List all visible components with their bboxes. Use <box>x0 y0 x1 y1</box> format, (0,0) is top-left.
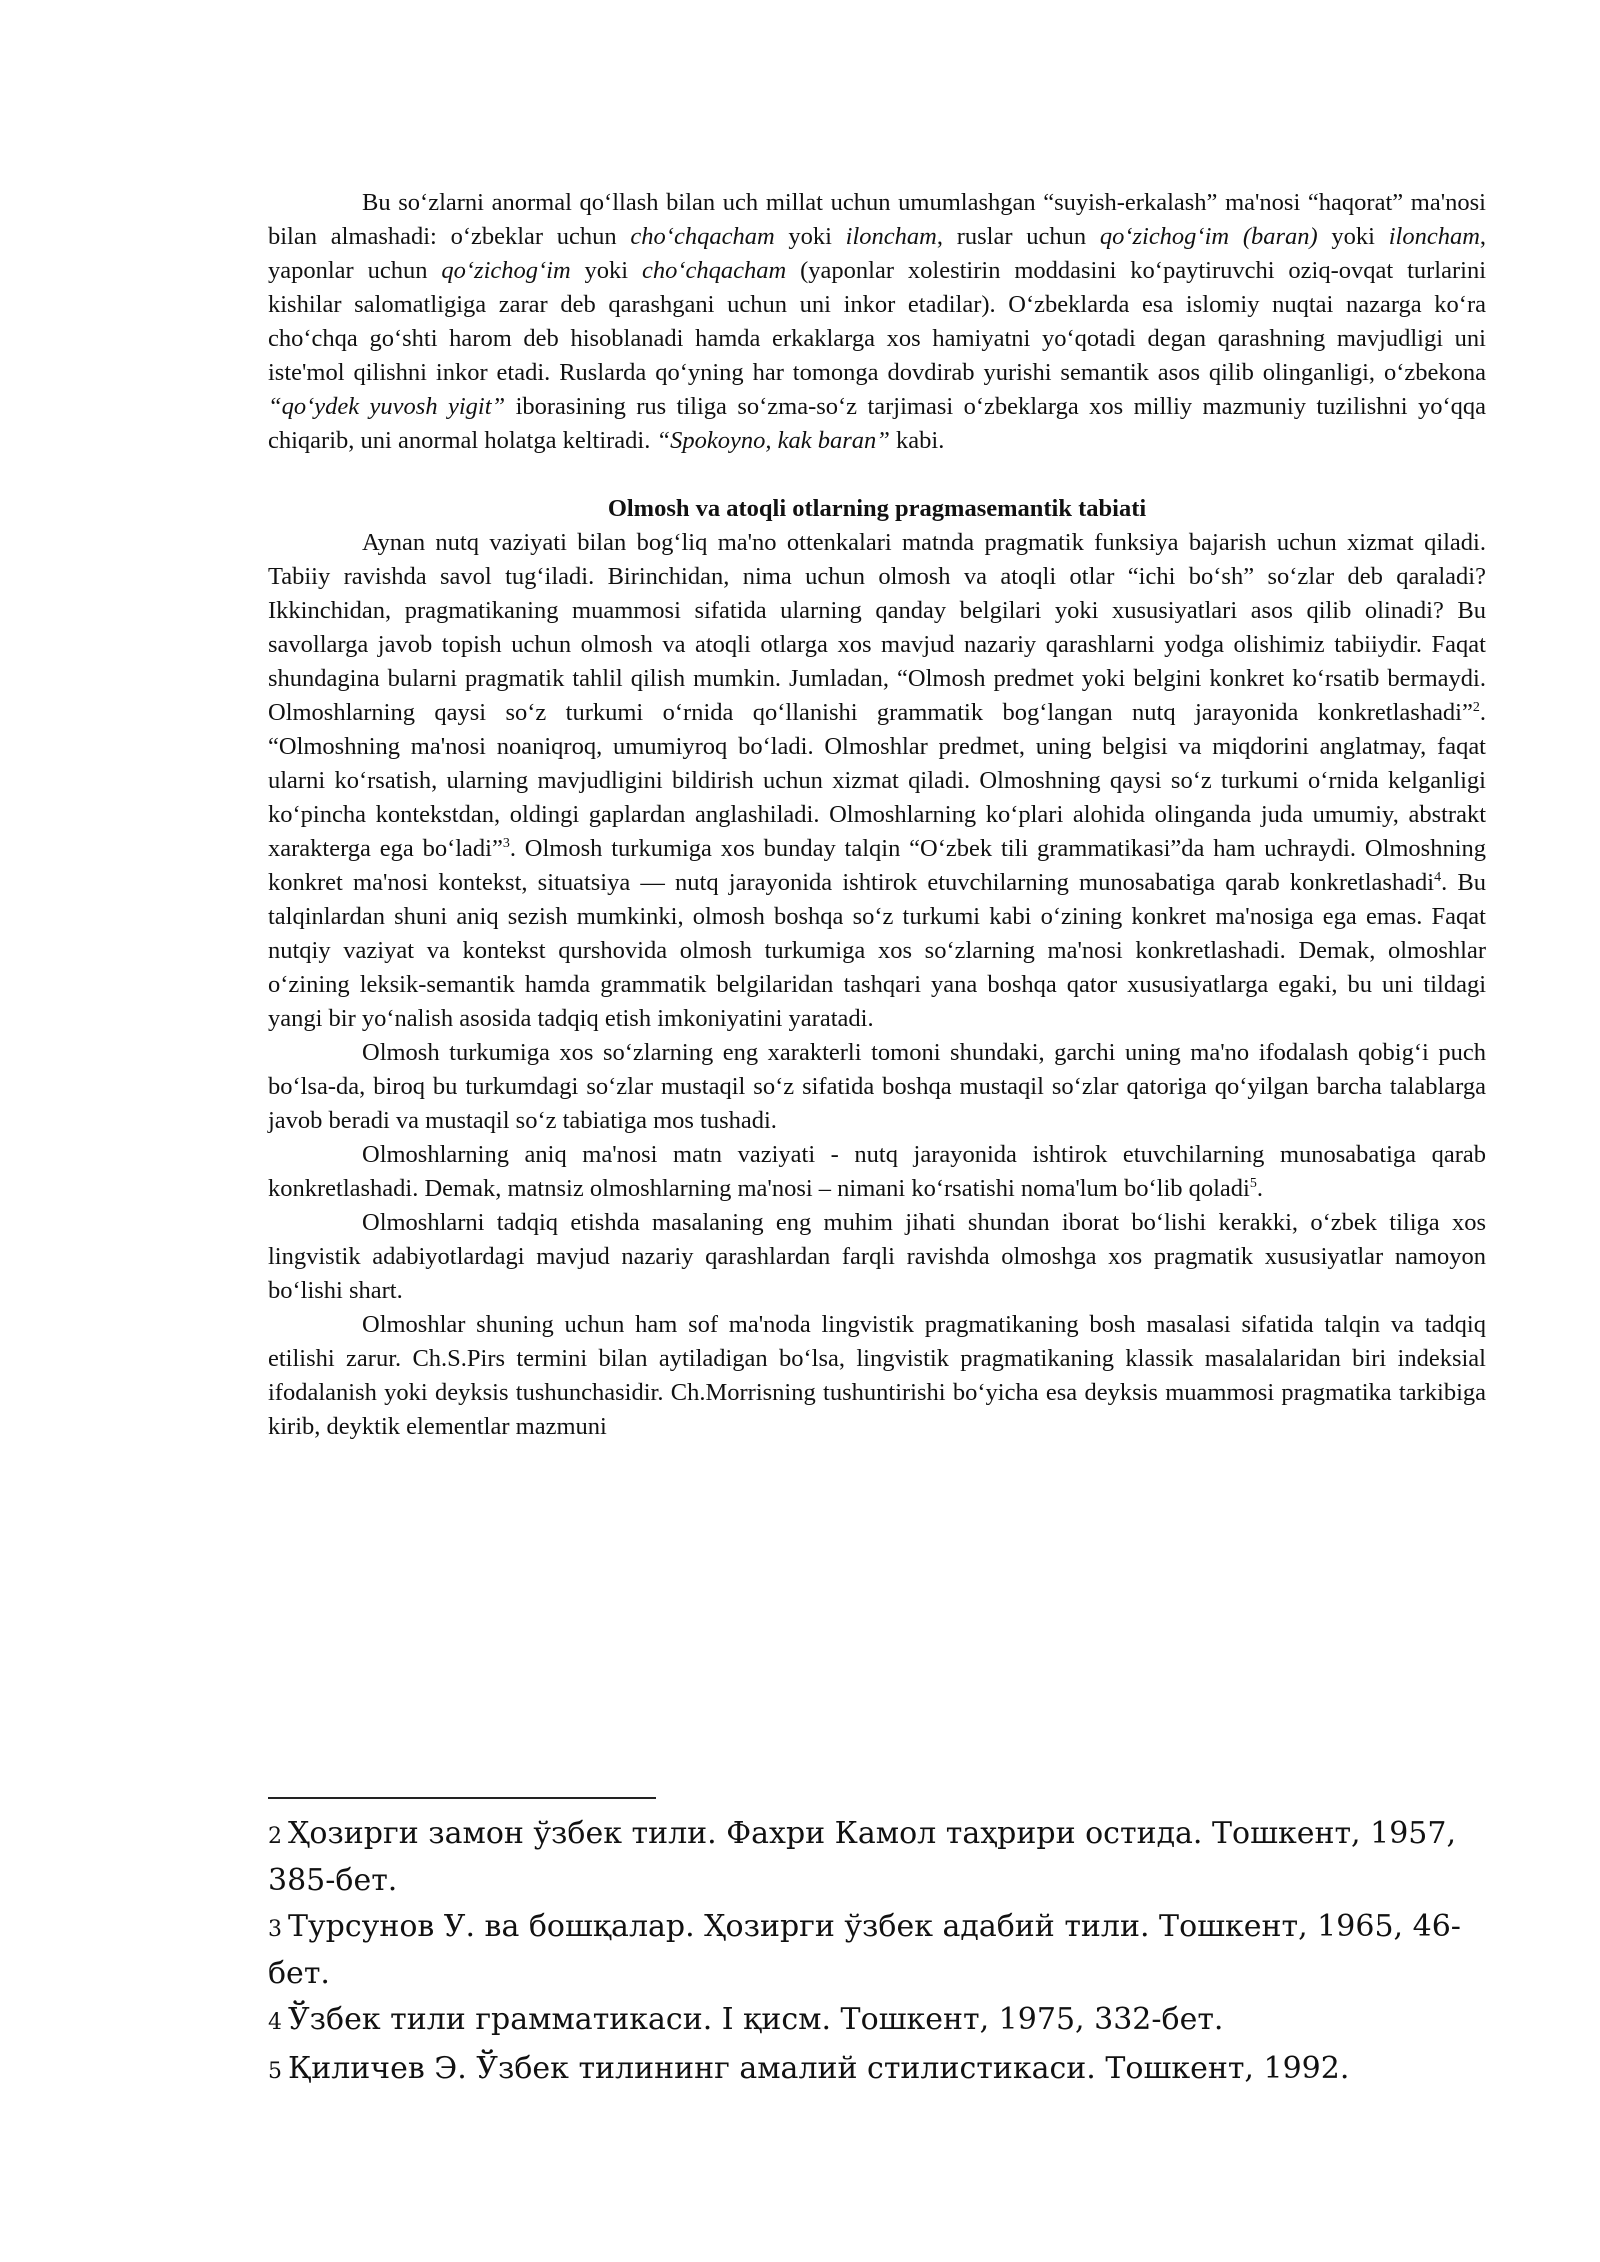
paragraph-2 <box>268 526 1486 1036</box>
italic-term: qo‘zichog‘im (baran) <box>1099 223 1318 250</box>
footnote-number: 5 <box>268 2059 282 2084</box>
footnote-3 <box>268 1905 1488 1996</box>
footnote-text: Ҳозирги замон ўзбек тили. Фахри Камол таҳрири остида. Тошкент, 1957, 385-бет. <box>268 1816 1457 1898</box>
footnote-5 <box>268 2047 1488 2094</box>
paragraph-3: Olmosh turkumiga xos so‘zlarning eng xarakterli tomoni shundaki, garchi uning ma'no ifodalash qobig‘i puch bo‘lsa-da, biroq bu turkumdagi so‘zlar mustaqil so‘z sifatida boshqa mustaqil so‘zlar qatoriga qo‘yilgan barcha talablarga javob beradi va mustaqil so‘z tabiatiga mos tushadi. <box>268 1039 1486 1134</box>
italic-term: cho‘chqacham <box>642 257 787 284</box>
footnote-4 <box>268 1998 1488 2045</box>
text-run: Olmoshlarning aniq ma'nosi matn vaziyati - nutq jarayonida ishtirok etuvchilarning munosabatiga qarab konkretlashadi. Demak, matnsiz olmoshlarning ma'nosi – nimani ko‘rsatishi noma'lum bo‘lib qoladi <box>268 1141 1486 1202</box>
section-heading: Olmosh va atoqli otlarning pragmasemantik tabiati <box>607 495 1147 522</box>
text-run: Bu so‘zlarni anormal qo‘llash bilan uch millat uchun umumlashgan “suyish-erkalash” ma'nosi “haqorat” ma'nosi bilan almashadi: o‘zbeklar uchun <box>268 189 1486 250</box>
footnote-ref: 3 <box>502 836 510 851</box>
text-run: kabi. <box>889 427 945 454</box>
footnote-ref: 5 <box>1249 1176 1257 1191</box>
footnotes <box>268 1812 1488 2096</box>
footnote-separator <box>268 1797 656 1799</box>
italic-term: cho‘chqacham <box>630 223 775 250</box>
text-run: (yaponlar xolestirin moddasini ko‘paytiruvchi oziq-ovqat turlarini kishilar salomatligiga zarar deb qarashgani uchun uni inkor etadilar). O‘zbeklarda esa islomiy nuqtai nazarga ko‘ra cho‘chqa go‘shti harom deb hisoblanadi hamda erkaklarga xos hamiyatni yo‘qotadi degan qarashning mavjudligi uni iste'mol qilishni inkor etadi. Ruslarda qo‘yning har tomonga dovdirab yurishi semantik asos qilib olinganligi, o‘zbekona <box>268 257 1486 386</box>
footnote-text: Турсунов У. ва бошқалар. Ҳозирги ўзбек адабий тили. Тошкент, 1965, 46-бет. <box>268 1909 1461 1991</box>
italic-term: “qo‘ydek yuvosh yigit” <box>268 393 506 420</box>
footnote-number: 2 <box>268 1824 282 1849</box>
text-run: yoki <box>570 257 643 284</box>
main-text <box>268 186 1486 1444</box>
footnote-ref: 2 <box>1472 700 1480 715</box>
italic-term: “Spokoyno, kak baran” <box>656 427 890 454</box>
italic-term: qo‘zichog‘im <box>441 257 571 284</box>
footnote-text: Қиличев Э. Ўзбек тилининг амалий стилистикаси. Тошкент, 1992. <box>288 2051 1350 2086</box>
text-run: . Olmosh turkumiga xos bunday talqin “O‘zbek tili grammatikasi”da ham uchraydi. Olmoshning konkret ma'nosi kontekst, situatsiya — nutq jarayonida ishtirok etuvchilarning munosabatiga qarab konkretlashadi <box>268 835 1487 896</box>
text-run: . Bu talqinlardan shuni aniq sezish mumkinki, olmosh boshqa so‘z turkumi kabi o‘zining konkret ma'nosiga ega emas. Faqat nutqiy vaziyat va kontekst qurshovida olmosh turkumiga xos so‘zlarning ma'nosi konkretlashadi. Demak, olmoshlar o‘zining leksik-semantik hamda grammatik belgilaridan tashqari yana boshqa qator xususiyatlarga egaki, bu uni tildagi yangi bir yo‘nalish asosida tadqiq etish imkoniyatini yaratadi. <box>268 869 1487 1032</box>
text-run: yoki <box>774 223 846 250</box>
footnote-2 <box>268 1812 1488 1903</box>
footnote-number: 4 <box>268 2010 282 2035</box>
footnote-ref: 4 <box>1434 870 1442 885</box>
text-run: Aynan nutq vaziyati bilan bog‘liq ma'no ottenkalari matnda pragmatik funksiya bajarish uchun xizmat qiladi. Tabiiy ravishda savol tug‘iladi. Birinchidan, nima uchun olmosh va atoqli otlar “ichi bo‘sh” so‘zlar deb qaraladi? Ikkinchidan, pragmatikaning muammosi sifatida ularning qanday belgilari yoki xususiyatlari asos qilib olinadi? Bu savollarga javob topish uchun olmosh va atoqli otlarga xos mavjud nazariy qarashlarni yodga olishimiz tabiiydir. Faqat shundagina bularni pragmatik tahlil qilish mumkin. Jumladan, “Olmosh predmet yoki belgini konkret ko‘rsatib bermaydi. Olmoshlarning qaysi so‘z turkumi o‘rnida qo‘llanishi grammatik bog‘langan nutq jarayonida konkretlashadi” <box>268 529 1486 726</box>
text-run: . <box>1256 1175 1263 1202</box>
italic-term: iloncham <box>845 223 937 250</box>
italic-term: iloncham <box>1388 223 1480 250</box>
text-run: iborasining rus tiliga so‘zma-so‘z tarjimasi o‘zbeklarga xos milliy mazmuniy tuzilishni yo‘qqa chiqarib, uni anormal holatga keltiradi. <box>268 393 1486 454</box>
footnote-text: Ўзбек тили грамматикаси. I қисм. Тошкент, 1975, 332-бет. <box>288 2002 1224 2037</box>
text-run: yoki <box>1317 223 1389 250</box>
paragraph-6: Olmoshlar shuning uchun ham sof ma'noda lingvistik pragmatikaning bosh masalasi sifatida talqin va tadqiq etilishi zarur. Ch.S.Pirs termini bilan aytiladigan bo‘lsa, lingvistik pragmatikaning klassik masalalaridan biri indeksial ifodalanish yoki deyksis tushunchasidir. Ch.Morrisning tushuntirishi bo‘yicha esa deyksis muammosi pragmatika tarkibiga kirib, deyktik elementlar mazmuni <box>268 1311 1486 1440</box>
paragraph-5: Olmoshlarni tadqiq etishda masalaning eng muhim jihati shundan iborat bo‘lishi kerakki, o‘zbek tiliga xos lingvistik adabiyotlardagi mavjud nazariy qarashlardan farqli ravishda olmoshga xos pragmatik xususiyatlar namoyon bo‘lishi shart. <box>268 1209 1486 1304</box>
text-run: . “Olmoshning ma'nosi noaniqroq, umumiyroq bo‘ladi. Olmoshlar predmet, uning belgisi va miqdorini anglatmay, faqat ularni ko‘rsatish, ularning mavjudligini bildirish uchun xizmat qiladi. Olmoshning qaysi so‘z turkumi o‘rnida kelganligi ko‘pincha kontekstdan, oldingi gaplardan anglashiladi. Olmoshlarning ko‘plari alohida olinganda juda umumiy, abstrakt xarakterga ega bo‘ladi” <box>268 699 1486 862</box>
text-run: , ruslar uchun <box>936 223 1100 250</box>
paragraph-4 <box>268 1138 1486 1206</box>
footnote-number: 3 <box>268 1917 282 1942</box>
paragraph-1 <box>268 186 1486 458</box>
text-run: , yaponlar uchun <box>268 223 1487 284</box>
